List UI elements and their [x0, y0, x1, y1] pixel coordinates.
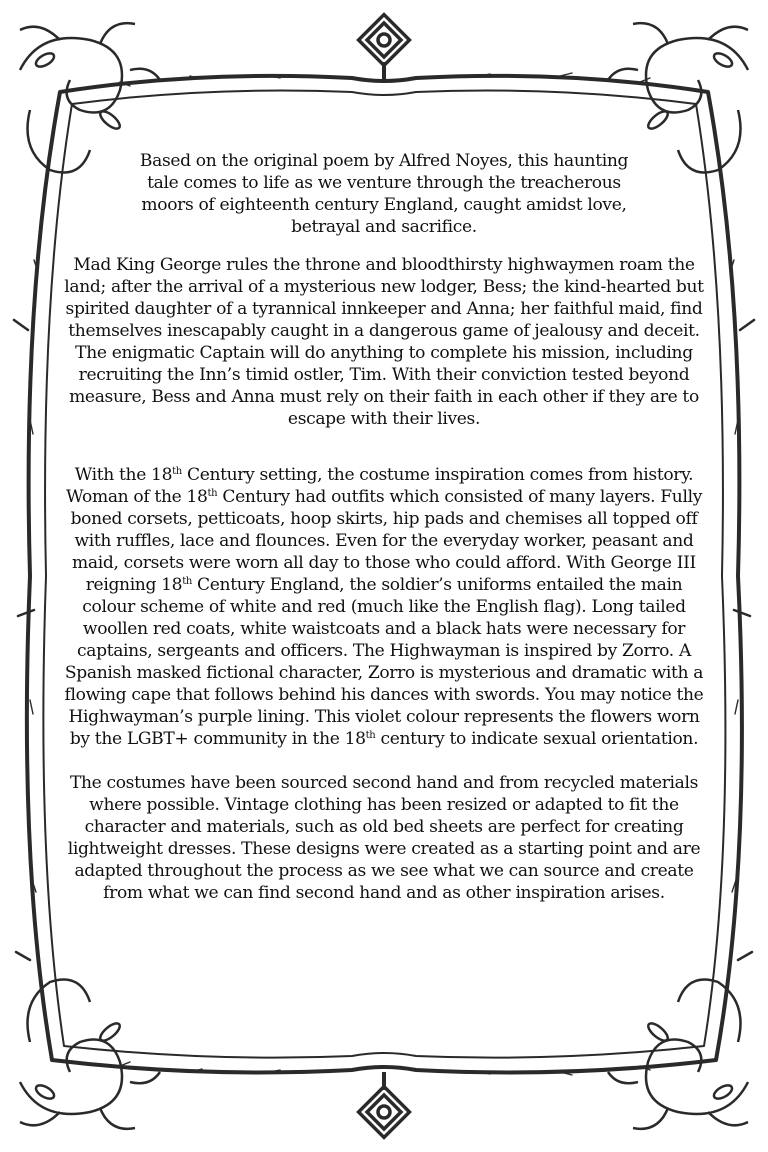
sourcing-paragraph: The costumes have been sourced second hand and from recycled materials where possible. Vintage clothing has been resized or adapted to fit the character and materials, such as old bed sheets are perfect for creating lightweight dresses. These designs were created as a starting point and are adapted throughout the process as we see what we can source and create from what we can find second hand and as other inspiration arises.: [67, 773, 701, 903]
costume-text-5: century to indicate sexual orientation.: [375, 729, 699, 749]
costume-text-3: Century had outfits which consisted of many layers. Fully boned corsets, petticoats, hoop skirts, hip pads and chemises all topped off with ruffles, lace and flounces. Even for the everyday worker, peasant and maid, corsets were worn all day to those who could afford. With George III reigning 18: [70, 487, 702, 595]
celtic-knot-top-icon: [359, 15, 410, 80]
synopsis-paragraph: Mad King George rules the throne and bloodthirsty highwaymen roam the land; after the arrival of a mysterious new lodger, Bess; the kind-hearted but spirited daughter of a tyrannical innkeeper and Anna; her faithful maid, find themselves inescapably caught in a dangerous game of jealousy and deceit. The enigmatic Captain will do anything to complete his mission, including recruiting the Inn’s timid ostler, Tim. With their conviction tested beyond measure, Bess and Anna must rely on their faith in each other if they are to escape with their lives.: [64, 255, 704, 429]
document-body: [60, 150, 708, 904]
costume-history-paragraph: [60, 464, 708, 750]
costume-text-4: Century England, the soldier’s uniforms entailed the main colour scheme of white and red (much like the English flag). Long tailed woollen red coats, white waistcoats and a black hats were necessary for captains, sergeants and officers. The Highwayman is inspired by Zorro. A Spanish masked fictional character, Zorro is mysterious and dramatic with a flowing cape that follows behind his dances with swords. You may notice the Highwayman’s purple lining. This violet colour represents the flowers worn by the LGBT+ community in the 18: [64, 575, 704, 749]
celtic-knot-bottom-icon: [359, 1072, 410, 1137]
costume-text-2: Century setting, the costume inspiration comes from history. Woman of the 18: [65, 465, 694, 507]
corner-scroll-bottom-left-icon: [20, 980, 160, 1129]
costume-text-1: With the 18: [74, 465, 173, 485]
ordinal-suffix: th: [207, 488, 218, 499]
intro-paragraph: Based on the original poem by Alfred Noyes, this haunting tale comes to life as we venture through the treacherous moors of eighteenth century England, caught amidst love, betrayal and sacrifice.: [139, 151, 629, 237]
ordinal-suffix: th: [182, 576, 192, 587]
ordinal-suffix: th: [172, 466, 182, 477]
ordinal-suffix: th: [365, 730, 376, 741]
